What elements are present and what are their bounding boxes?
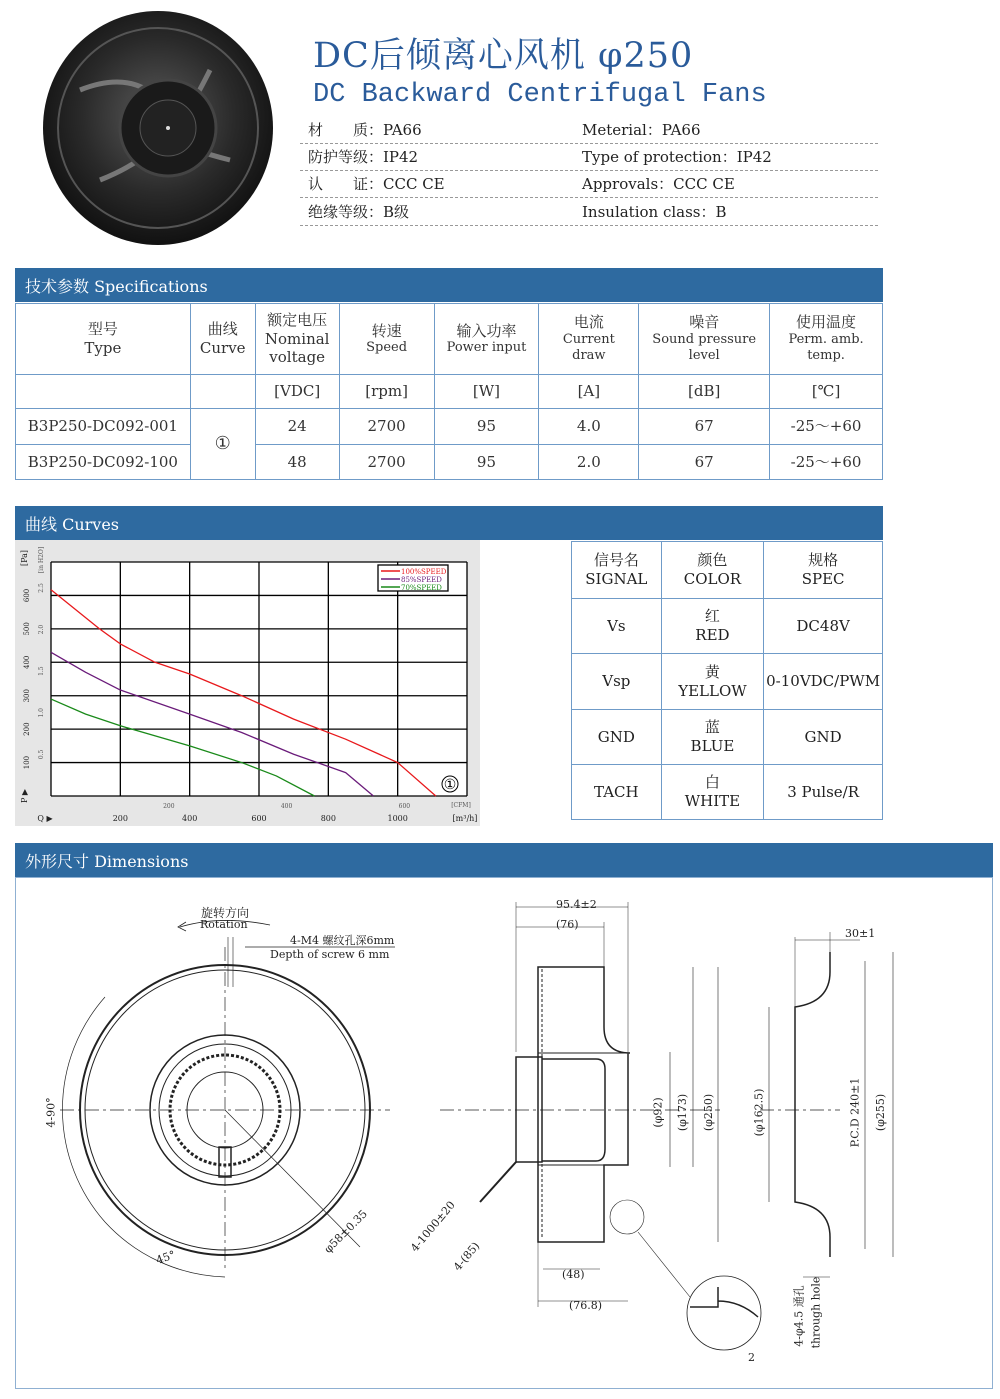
secondary-x-tick-label: 200 <box>163 803 175 810</box>
header-en: level <box>688 348 720 364</box>
cell-type: B3P250-DC092-001 <box>16 409 191 445</box>
cell-speed: 2700 <box>339 409 434 445</box>
col-current <box>539 304 639 375</box>
color-en: WHITE <box>684 792 741 810</box>
col-curve <box>190 304 255 375</box>
legend-label: 85%SPEED <box>401 576 442 584</box>
secondary-y-tick-label: 2.0 <box>38 624 45 635</box>
x-axis-label: [m³/h] <box>452 814 478 823</box>
cell-temp: -25～+60 <box>770 409 883 445</box>
signal-spec: 0-10VDC/PWM <box>764 654 883 710</box>
diameter-1625-label: (φ162.5) <box>752 1088 766 1137</box>
signal-color <box>661 710 764 765</box>
info-en: Approvals：CCC CE <box>582 175 735 193</box>
header-en: Perm. amb. <box>788 332 864 348</box>
table-row <box>572 765 883 820</box>
col-type <box>16 304 191 375</box>
table-row <box>16 409 883 445</box>
cell-voltage: 48 <box>255 445 339 480</box>
unit-cell <box>16 375 191 409</box>
header-cn: 转速 <box>371 321 402 340</box>
cell-type: B3P250-DC092-100 <box>16 445 191 480</box>
secondary-y-tick-label: 0.5 <box>38 749 45 760</box>
header-en: Sound pressure <box>652 332 757 348</box>
cell-noise: 67 <box>639 409 770 445</box>
unit-cell: [dB] <box>639 375 770 409</box>
unit-cell: [rpm] <box>339 375 434 409</box>
col-noise <box>639 304 770 375</box>
rotation-label-en: Rotation <box>200 918 248 931</box>
cable-85-label: 4-(85) <box>450 1239 483 1274</box>
curves-section-header: 曲线 Curves <box>15 506 883 540</box>
table-row <box>572 599 883 654</box>
unit-cell: [A] <box>539 375 639 409</box>
diameter-255-label: (φ255) <box>874 1093 888 1132</box>
hole-label-cn: 4-φ4.5 通孔 <box>792 1285 806 1347</box>
pcd-label: P.C.D 240±1 <box>848 1077 862 1148</box>
header-en: Power input <box>446 340 527 356</box>
secondary-x-tick-label: 400 <box>280 803 293 810</box>
col-spec <box>764 542 883 599</box>
inlet-ring-drawing <box>760 932 893 1277</box>
info-en: Insulation class：B <box>582 203 727 221</box>
signal-name: GND <box>572 710 662 765</box>
specs-units-row <box>16 375 883 409</box>
cell-temp: -25～+60 <box>770 445 883 480</box>
y-tick-label: 500 <box>23 622 31 636</box>
signal-color <box>661 765 764 820</box>
color-cn: 白 <box>704 773 720 792</box>
signal-name: Vs <box>572 599 662 654</box>
y-tick-label: 300 <box>23 689 31 703</box>
width-48-label: (48) <box>562 1268 585 1281</box>
signal-name: TACH <box>572 765 662 820</box>
curve-marker: ① <box>443 777 457 793</box>
header-cn: 曲线 <box>207 320 238 339</box>
header-cn: 使用温度 <box>796 313 857 332</box>
y-tick-label: 200 <box>23 722 31 736</box>
header-en: Nominal <box>264 329 330 348</box>
x-tick-label: 800 <box>320 814 336 823</box>
page-subtitle: DC Backward Centrifugal Fans <box>313 80 767 110</box>
secondary-x-axis-label: [CFM] <box>451 802 471 809</box>
info-row-insulation <box>300 199 878 226</box>
header-cn: 电流 <box>573 313 604 332</box>
header-cn: 噪音 <box>689 313 720 332</box>
info-cn: 认 证：CCC CE <box>308 175 445 193</box>
cable-length-label: 4-1000±20 <box>408 1198 458 1255</box>
unit-cell <box>190 375 255 409</box>
angle-4x90-label: 4-90° <box>44 1097 58 1128</box>
cell-speed: 2700 <box>339 445 434 480</box>
color-en: YELLOW <box>678 681 747 700</box>
header-cn: 颜色 <box>697 551 728 570</box>
info-row-protection <box>300 144 878 171</box>
signal-spec: GND <box>764 710 883 765</box>
x-tick-label: 400 <box>182 814 198 823</box>
info-cn: 绝缘等级：B级 <box>308 203 410 221</box>
fan-product-image <box>40 10 280 250</box>
cell-power: 95 <box>434 445 539 480</box>
secondary-x-tick-label: 600 <box>398 803 411 810</box>
secondary-y-tick-label: 1.5 <box>38 666 45 676</box>
header-cn: 额定电压 <box>267 310 328 329</box>
cell-voltage: 24 <box>255 409 339 445</box>
info-row-material <box>300 117 878 144</box>
performance-chart <box>15 540 480 826</box>
col-power <box>434 304 539 375</box>
signal-color <box>661 599 764 654</box>
col-temp <box>770 304 883 375</box>
dimensions-section-header: 外形尺寸 Dimensions <box>15 843 993 877</box>
cell-current: 2.0 <box>539 445 639 480</box>
unit-cell: [℃] <box>770 375 883 409</box>
width-768-label: (76.8) <box>569 1299 603 1312</box>
x-tick-label: 600 <box>251 814 267 823</box>
x-tick-label: 200 <box>112 814 128 823</box>
signal-name: Vsp <box>572 654 662 710</box>
info-en: Type of protection：IP42 <box>582 148 772 166</box>
secondary-y-axis-label: [in H2O] <box>38 546 45 574</box>
width-30-label: 30±1 <box>845 927 876 940</box>
detail-2-label: 2 <box>748 1351 755 1364</box>
screw-note-en: Depth of screw 6 mm <box>270 948 390 961</box>
color-cn: 黄 <box>704 662 720 681</box>
diameter-92-label: (φ92) <box>651 1097 665 1128</box>
col-voltage <box>255 304 339 375</box>
header-en: SPEC <box>801 570 845 588</box>
chart-svg <box>15 540 480 826</box>
y-tick-label: 100 <box>23 755 31 770</box>
angle-45-label: 45° <box>154 1248 178 1267</box>
info-en: Meterial：PA66 <box>582 121 701 139</box>
col-signal <box>572 542 662 599</box>
color-cn: 红 <box>704 607 720 626</box>
hole-label-en: through hole <box>809 1276 823 1349</box>
header-en: SIGNAL <box>585 570 648 588</box>
signal-color <box>661 654 764 710</box>
color-en: RED <box>695 626 730 644</box>
table-row <box>572 710 883 765</box>
cell-current: 4.0 <box>539 409 639 445</box>
info-cn: 防护等级：IP42 <box>308 148 419 166</box>
header-en: Curve <box>199 339 246 357</box>
secondary-y-tick-label: 2.5 <box>38 583 45 593</box>
width-95-label: 95.4±2 <box>556 898 597 911</box>
secondary-y-tick-label: 1.0 <box>38 707 45 718</box>
cell-noise: 67 <box>639 445 770 480</box>
header-en: COLOR <box>683 570 742 588</box>
info-row-approvals <box>300 171 878 198</box>
header-en: Type <box>84 339 122 357</box>
table-row <box>16 445 883 480</box>
screw-note-cn: 4-M4 螺纹孔深6mm <box>290 934 395 947</box>
signal-header-row <box>572 542 883 599</box>
signal-table <box>571 541 883 820</box>
x-axis-symbol: Q ▶ <box>37 814 53 823</box>
color-en: BLUE <box>690 737 735 755</box>
legend-label: 70%SPEED <box>401 584 442 592</box>
header-cn: 规格 <box>808 551 839 570</box>
page-title: DC后倾离心风机 φ250 <box>313 36 694 76</box>
y-axis-symbol: P ▶ <box>20 788 29 804</box>
unit-cell: [VDC] <box>255 375 339 409</box>
legend-label: 100%SPEED <box>401 568 447 576</box>
y-tick-label: 600 <box>23 588 31 603</box>
header-en: voltage <box>269 348 326 367</box>
specs-section-header: 技术参数 Specifications <box>15 268 883 302</box>
header-cn: 输入功率 <box>456 321 517 340</box>
rotation-label-cn: 旋转方向 <box>201 906 250 920</box>
header-en: Speed <box>366 340 408 356</box>
y-axis-label: [Pa] <box>20 549 29 567</box>
diameter-173-label: (φ173) <box>676 1093 690 1132</box>
info-cn: 材 质：PA66 <box>308 121 422 139</box>
specs-header-row <box>16 304 883 375</box>
signal-spec: DC48V <box>764 599 883 654</box>
width-76-label: (76) <box>556 918 579 931</box>
header-en: temp. <box>807 348 845 364</box>
header-cn: 信号名 <box>593 551 639 570</box>
x-tick-label: 1000 <box>387 814 408 823</box>
y-tick-label: 400 <box>23 655 31 669</box>
color-cn: 蓝 <box>704 718 720 737</box>
header-en: Current <box>562 332 615 348</box>
col-speed <box>339 304 434 375</box>
diameter-58-label: φ58±0.35 <box>321 1207 370 1256</box>
diameter-250-label: (φ250) <box>702 1093 716 1132</box>
col-color <box>661 542 764 599</box>
header-cn: 型号 <box>87 320 118 339</box>
unit-cell: [W] <box>434 375 539 409</box>
cell-curve: ① <box>190 409 255 480</box>
signal-spec: 3 Pulse/R <box>764 765 883 820</box>
cell-power: 95 <box>434 409 539 445</box>
header-en: draw <box>572 348 606 364</box>
specs-table <box>15 303 883 480</box>
table-row <box>572 654 883 710</box>
